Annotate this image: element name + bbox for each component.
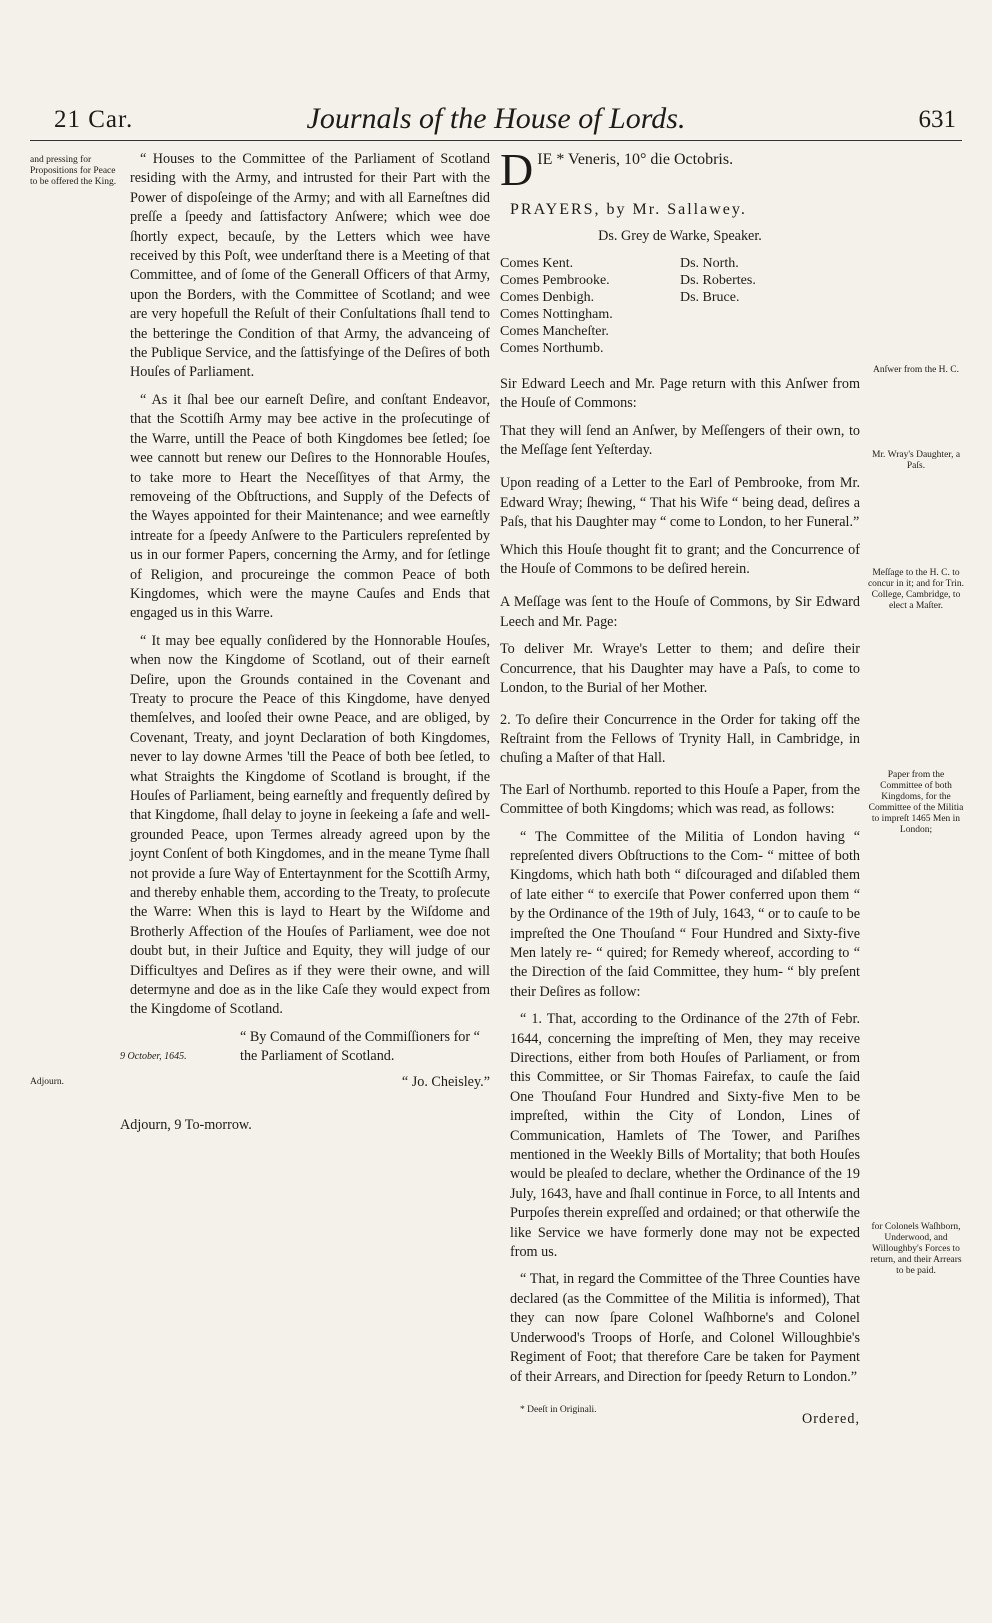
- header-rule: [30, 140, 962, 141]
- margin-note-adjourn: Adjourn.: [30, 1077, 65, 1087]
- margin-note-answer: Anſwer from the H. C.: [872, 365, 959, 375]
- margin-note-peace-propositions: and pressing for Propositions for Peace to be offered the King.: [30, 155, 117, 187]
- paragraph: Sir Edward Leech and Mr. Page return with this Anſwer from the Houſe of Commons:: [500, 375, 860, 412]
- paragraph: “ 1. That, according to the Ordinance of the 27th of Febr. 1644, concerning the impreſting of Men, they may receive Directions, either from both Houſes of Parliament, or from this Committee, or Sir Thomas Fairefax, to cauſe the ſaid One Thouſand Four Hundred and Sixty-five Men to be impreſted, within the City of London, Lines of Communication, Hamlets of The Tower, and Pariſhes mentioned in the Weekly Bills of Mortality; that both Houſes would be pleaſed to declare, whether the Ordinance of the 19 July, 1643, have and ſhall continue in Force, to all Intents and Purpoſes therein expreſſed and ordained; or that otherwiſe the like Service we have formerly done may not be expected from us.: [510, 1011, 860, 1261]
- paragraph: “ The Committee of the Militia of London having “ repreſented divers Obſtructions to the Com- “ mittee of both Kingdoms, which hath both “ diſcouraged and diſabled them of late either “ to exerciſe that Power conferred upon them “ by the Ordinance of the 19th of July, 1643, “ or to cauſe to be impreſted the One Thouſand “ Four Hundred and Sixty-five Men lately re- “ quired; for Remedy whereof, according to “ the Direction of the ſaid Committee, they hum- “ bly preſent their Deſires as follow:: [510, 828, 860, 1000]
- closing-block: [120, 1028, 490, 1067]
- margin-note-militia: Paper from the Committee of both Kingdoms, for the Committee of the Militia to impreſt 1465 Men in London;: [868, 770, 964, 835]
- committee-paper: [500, 828, 860, 1387]
- drop-cap: D: [500, 144, 534, 195]
- paragraph: Which this Houſe thought fit to grant; and the Concurrence of the Houſe of Commons to be deſired herein.: [500, 541, 860, 578]
- paragraph: A Meſſage was ſent to the Houſe of Commons, by Sir Edward Leech and Mr. Page:: [500, 594, 860, 630]
- speaker-line: Ds. Grey de Warke, Speaker.: [598, 228, 762, 245]
- letter-date: 9 October, 1645.: [120, 1051, 187, 1063]
- right-column: [500, 144, 860, 1430]
- regnal-year: 21 Car.: [54, 106, 134, 133]
- paragraph: The Earl of Northumb. reported to this Houſe a Paper, from the Committee of both Kingdoms; which was read, as follows:: [500, 781, 860, 818]
- dateline: D IE * Veneris, 10° die Octobris.: [500, 144, 734, 195]
- paragraph: To deliver Mr. Wraye's Letter to them; and deſire their Concurrence, that his Daughter may have a Paſs, to come to London, to the Burial of her Mother.: [500, 641, 860, 697]
- paragraph: “ That, in regard the Committee of the Three Counties have declared (as the Committee of the Militia is informed), That they can now ſpare Colonel Waſhborne's and Colonel Underwood's Troops of Horſe, and Colonel Willoughbie's Regiment of Foot; that therefore Care be taken for Payment of their Arrears, and Direction for ſpeedy Return to London.”: [510, 1271, 860, 1385]
- paragraph: “ It may bee equally conſidered by the Honnorable Houſes, when now the Kingdome of Scotland, out of their earneſt Deſire, upon the Grounds contained in the Covenant and Treaty to procure the Peace of this Kingdome, have denyed themſelves, and looſed their owne Peace, and are obliged, by Covenant, Treaty, and joynt Declaration of both Kingdomes, never to lay downe Armes 'till the Peace of both bee ſetled, to what Straights the Kingdome of Scotland is brought, if the Houſes of Parliament, being earneſtly and frequently deſired by that Kingdome, ſhall delay to joyne in ſeekeing a ſafe and well-grounded Peace, upon Termes already agreed upon by the joynt Conſent of both Kingdomes, and in the meane Tyme ſhall not provide a ſure Way of Entertaynment for the Scottiſh Army, and thereby enhable them, according to the Treaty, to proſecute the Warre: When this is layd to Heart by the Wiſdome and Brotherly Affection of the Houſes of Parliament, wee doe not doubt but, in their Juſtice and Equity, they will judge of our Difficultyes and Deſires as if they were their owne, and will determyne and doe as in the like Caſe they would expect from the Kingdome of Scotland.: [130, 632, 490, 1018]
- journal-title: Journals of the House of Lords.: [306, 102, 686, 135]
- adjourn-entry: Adjourn, 9 To-morrow.: [120, 1117, 252, 1134]
- page-number: 631: [918, 106, 956, 133]
- paragraph: That they will ſend an Anſwer, by Meſſengers of their own, to the Meſſage ſent Yeſterday.: [500, 422, 860, 459]
- margin-note-wray-pass: Mr. Wray's Daughter, a Paſs.: [871, 450, 961, 471]
- domini-list: Ds. North. Ds. Robertes. Ds. Bruce.: [680, 255, 756, 305]
- paragraph: “ As it ſhal bee our earneſt Deſire, and conſtant Endeavor, that the Scottiſh Army may bee active in the proſecutinge of the Warre, untill the Peace of both Kingdomes bee ſetled; ſoe wee cannott but renew our Deſires to the Honnorable Houſes, to take more to Heart the Neceſſityes of that Army, the removeing of the Obſtructions, and Supply of the Defects of the Wayes appointed for their Maintenance; and wee earneſtly intreate for a ſpeedy Anſwere to the Particulers repreſented by us in our former Papers, concerning the Army, and for ſetlinge of Religion, and procureinge the common Peace of both Kingdomes, which were the mayne Cauſes and Ends that engaged us in this Warre.: [130, 391, 490, 622]
- attendance-list: [500, 255, 860, 357]
- paragraph: “ Houses to the Committee of the Parliament of Scotland residing with the Army, and intrusted for their Part with the Power of dispoſeinge of the Army; and with all Earneſtnes did preſſe a ſpeedy and ſattisfactory Anſwere; which wee doe ſhortly expect, becauſe, by the Letters which wee have received by this Poſt, wee underſtand there is a Meeting of that Committee, and of ſome of the Generall Officers of that Army, upon the Borders, with the Committee of Scotland; and wee are very hopefull the Reſult of their Conſultations ſhall tend to the betteringe the Condition of that Army, the advanceing of the Publique Service, and the ſattisfyinge of the Deſires of both Houſes of Parliament.: [130, 151, 490, 381]
- paragraph: 2. To deſire their Concurrence in the Order for taking off the Reſtraint from the Fellows of Trynity Hall, in Cambridge, in chuſing a Maſter of that Hall.: [500, 711, 860, 767]
- signature: “ Jo. Cheisley.”: [401, 1073, 490, 1090]
- prayers-line: PRAYERS, by Mr. Sallawey.: [510, 201, 747, 218]
- running-header: [30, 84, 962, 134]
- paragraph: Upon reading of a Letter to the Earl of Pembrooke, from Mr. Edward Wray; ſhewing, “ That his Wife “ being dead, deſires a Paſs, that his Daughter may “ come to London, to her Funeral.”: [500, 475, 860, 531]
- footnote: * Deeſt in Originali.: [520, 1404, 597, 1415]
- catchword: Ordered,: [801, 1411, 860, 1428]
- command-line: “ By Comaund of the Commiſſioners for “ the Parliament of Scotland.: [240, 1028, 480, 1065]
- margin-note-colonels: for Colonels Waſhborn, Underwood, and Willoughby's Forces to return, and their Arrears to be paid.: [870, 1222, 962, 1276]
- margin-note-message: Meſſage to the H. C. to concur in it; and for Trin. College, Cambridge, to elect a Maſter.: [867, 568, 965, 611]
- comites-list: Comes Kent. Comes Pembrooke. Comes Denbigh. Comes Nottingham. Comes Mancheſter. Comes Northumb.: [500, 255, 613, 356]
- left-column: [120, 150, 490, 1136]
